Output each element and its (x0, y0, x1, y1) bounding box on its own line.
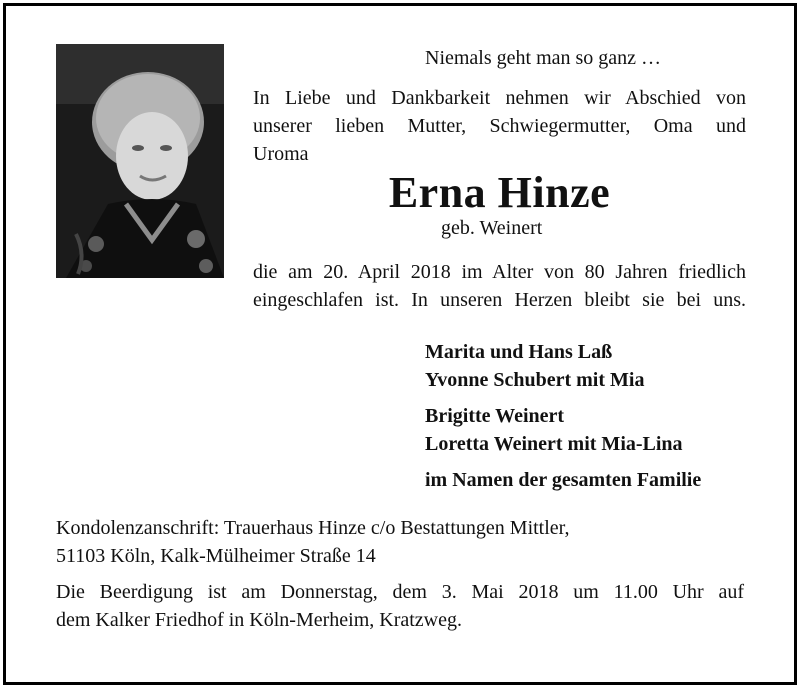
signer-group (425, 466, 701, 494)
intro-line: Uroma (253, 143, 309, 165)
portrait-photo (56, 44, 224, 278)
intro-text (253, 84, 746, 168)
intro-line: In Liebe und Dankbarkeit nehmen wir Abschied von (253, 87, 746, 109)
condolence-line: 51103 Köln, Kalk-Mülheimer Straße 14 (56, 545, 376, 567)
funeral-info (56, 578, 744, 634)
condolence-line: Kondolenzanschrift: Trauerhaus Hinze c/o Bestattungen Mittler, (56, 517, 570, 539)
death-line: die am 20. April 2018 im Alter von 80 Jahren friedlich (253, 261, 746, 283)
signer-name: Brigitte Weinert (425, 405, 565, 427)
death-line: eingeschlafen ist. In unseren Herzen bleibt sie bei uns. (253, 289, 746, 311)
signer-name: Marita und Hans Laß (425, 341, 613, 363)
maiden-name: geb. Weinert (441, 217, 543, 239)
funeral-line: Die Beerdigung ist am Donnerstag, dem 3. Mai 2018 um 11.00 Uhr auf (56, 581, 744, 603)
signer-group (425, 402, 701, 458)
signer-group (425, 338, 701, 394)
portrait-image (56, 44, 224, 278)
signers (425, 338, 701, 502)
condolence-address (56, 514, 570, 570)
death-text (253, 258, 746, 314)
funeral-line: dem Kalker Friedhof in Köln-Merheim, Kratzweg. (56, 609, 462, 631)
signer-name: Loretta Weinert mit Mia-Lina (425, 433, 683, 455)
signer-family: im Namen der gesamten Familie (425, 469, 702, 491)
deceased-name: Erna Hinze (388, 168, 611, 217)
motto: Niemals geht man so ganz … (425, 47, 662, 69)
intro-line: unserer lieben Mutter, Schwiegermutter, Oma und (253, 115, 746, 137)
signer-name: Yvonne Schubert mit Mia (425, 369, 645, 391)
